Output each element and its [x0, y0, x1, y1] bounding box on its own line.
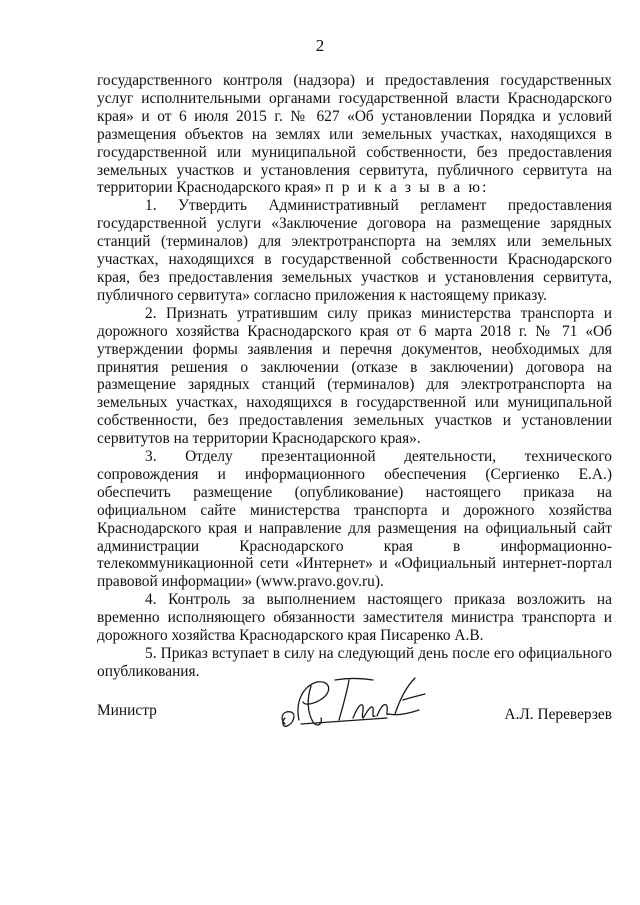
intro-paragraph: [97, 72, 612, 197]
order-item-2: 2. Признать утратившим силу приказ министерства транспорта и дорожного хозяйства Краснодарского края от 6 марта 2018 г. № 71 «Об утверждении формы заявления и перечня документов, необходимых для принятия решения о заключении (отказе в заключении) договора на размещение зарядных станций (терминалов) для электротранспорта на земельных участках, находящихся в государственной или муниципальной собственности, без предоставления земельных участков и установлении сервитутов на территории Краснодарского края».: [97, 304, 612, 448]
order-word: п р и к а з ы в а ю:: [325, 179, 489, 197]
order-item-1: 1. Утвердить Административный регламент предоставления государственной услуги «Заключение договора на размещение зарядных станций (терминалов) для электротранспорта на землях или земельных участках, находящихся в государственной собственности Краснодарского края, без предоставления земельных участков и установления сервитута, публичного сервитута» согласно приложения к настоящему приказу.: [97, 197, 612, 304]
intro-text: государственного контроля (надзора) и предоставления государственных услуг исполнительными органами государственной власти Краснодарского края» и от 6 июля 2015 г. № 627 «Об установлении Порядка и условий размещения объектов на землях или земельных участках, находящихся в государственной или муниципальной собственности, без предоставления земельных участков и установления сервитута, публичного сервитута на территории Краснодарского края»: [97, 72, 612, 197]
order-item-4: 4. Контроль за выполнением настоящего приказа возложить на временно исполняющего обязанности заместителя министра транспорта и дорожного хозяйства Краснодарского края Писаренко А.В.: [97, 591, 612, 645]
page-number: 2: [315, 36, 325, 55]
signer-title: Министр: [97, 702, 157, 719]
signer-name: А.Л. Переверзев: [504, 706, 612, 723]
signature-block: [97, 672, 612, 742]
handwritten-signature: [277, 672, 437, 734]
order-item-5: 5. Приказ вступает в силу на следующий день после его официального опубликования.: [97, 645, 612, 680]
order-item-3: 3. Отделу презентационной деятельности, технического сопровождения и информационного обеспечения (Сергиенко Е.А.) обеспечить размещение (опубликование) настоящего приказа на официальном сайте министерства транспорта и дорожного хозяйства Краснодарского края и направление для размещения на официальный сайт администрации Краснодарского края в информационно-телекоммуникационной сети «Интернет» и «Официальный интернет-портал правовой информации» (www.pravo.gov.ru).: [97, 448, 612, 591]
document-body: [97, 72, 612, 681]
